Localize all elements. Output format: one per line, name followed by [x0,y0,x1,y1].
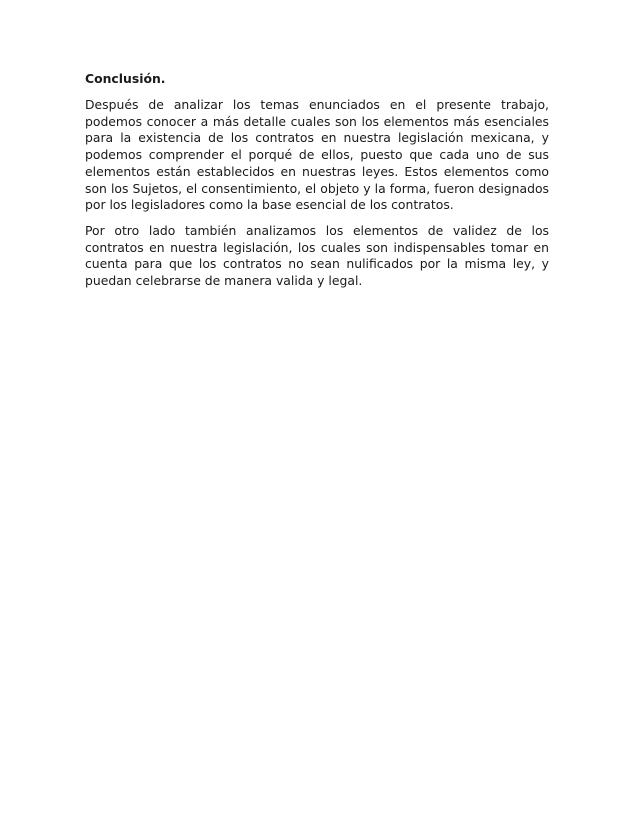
paragraph-1: Después de analizar los temas enunciados en el presente trabajo, podemos conocer a más detalle cuales son los elementos más esenciales para la existencia de los contratos en nuestra legislación mexicana, y podemos comprender el porqué de ellos, puesto que cada uno de sus elementos están establecidos en nuestras leyes. Estos elementos como son los Sujetos, el consentimiento, el objeto y la forma, fueron designados por los legisladores como la base esencial de los contratos. [85,97,549,213]
document-body [85,71,549,299]
document-title: Conclusión. [85,71,166,86]
paragraph-2: Por otro lado también analizamos los elementos de validez de los contratos en nuestra legislación, los cuales son indispensables tomar en cuenta para que los contratos no sean nulificados por la misma ley, y puedan celebrarse de manera valida y legal. [85,222,549,289]
